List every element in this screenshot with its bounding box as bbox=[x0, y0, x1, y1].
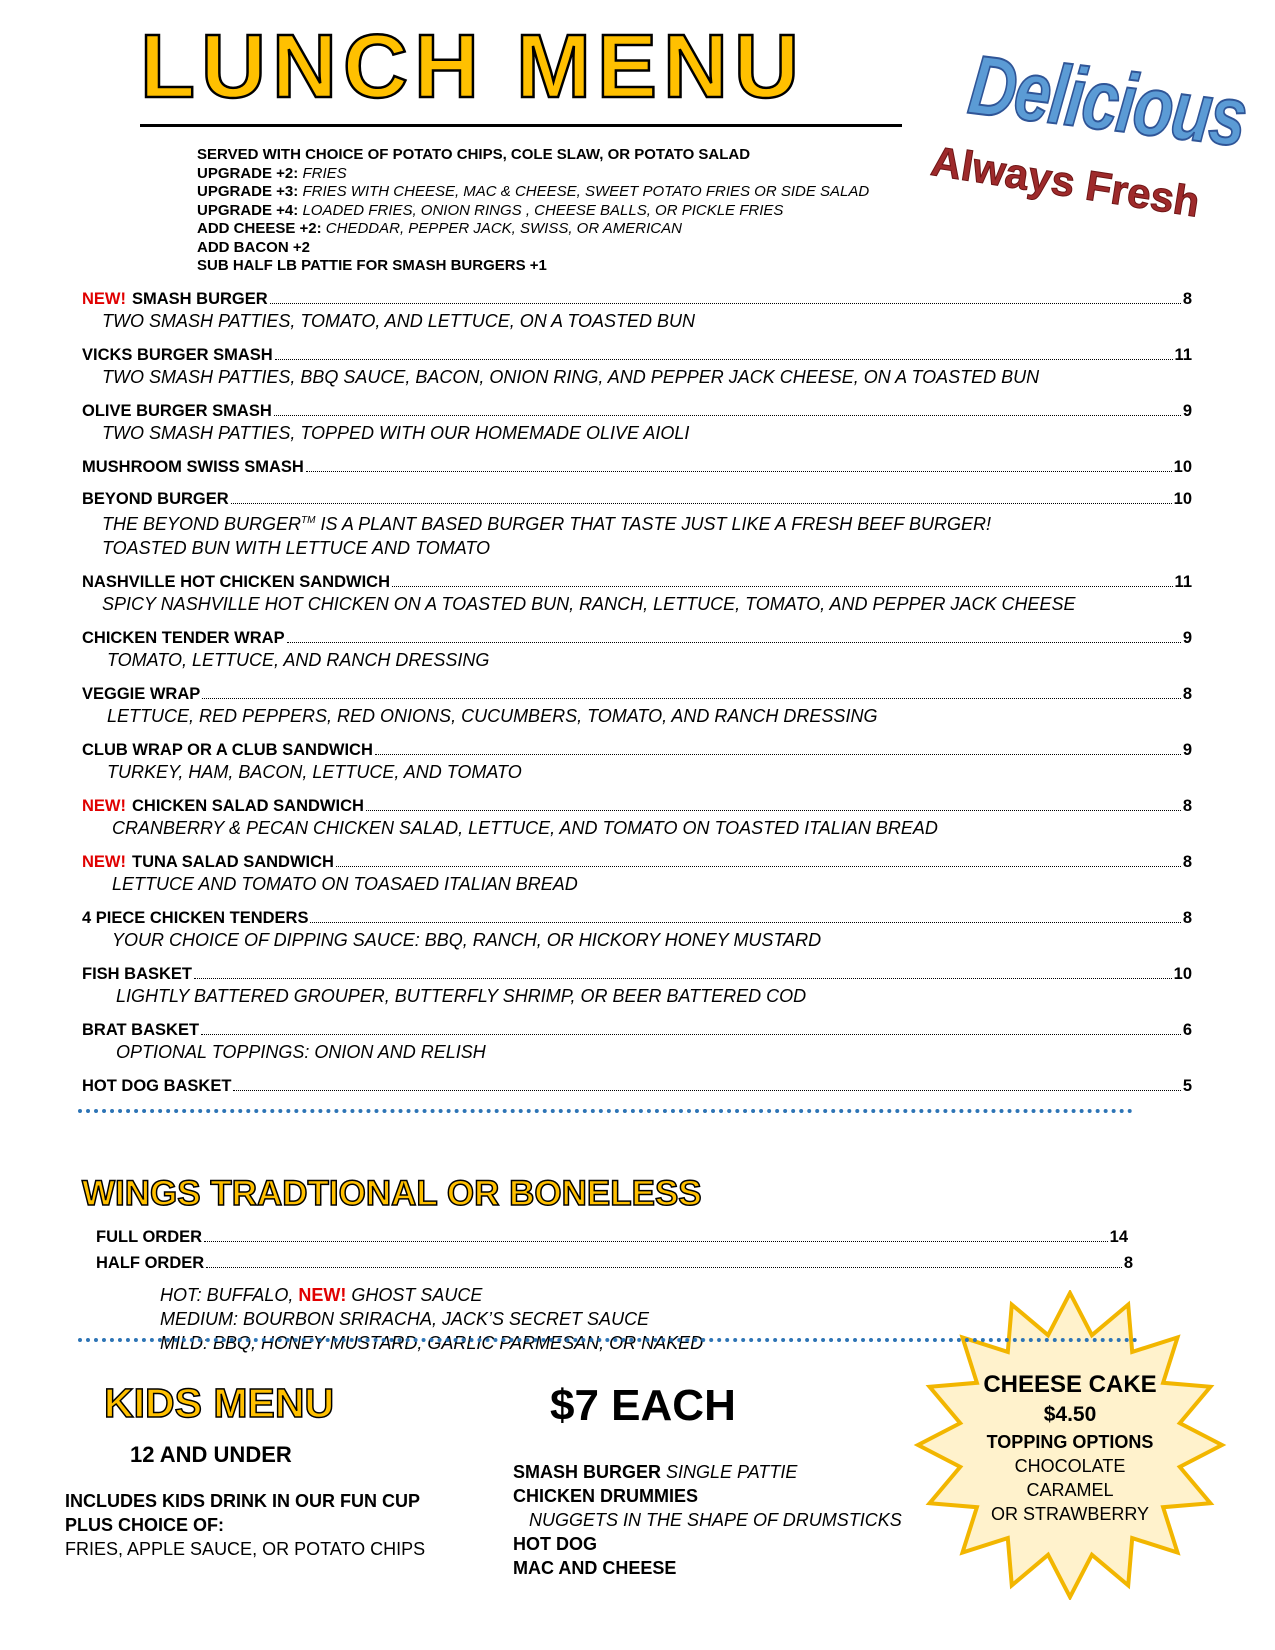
sides-line bbox=[197, 146, 869, 165]
sides-label: ADD CHEESE +2: bbox=[197, 220, 322, 237]
menu-item-row bbox=[82, 741, 1192, 760]
menu-item-description bbox=[82, 928, 1192, 952]
menu-item-name: CHICKEN SALAD SANDWICH bbox=[132, 797, 364, 815]
menu-item bbox=[82, 909, 1192, 952]
kids-age-limit: 12 AND UNDER bbox=[130, 1442, 292, 1467]
menu-item-description bbox=[82, 704, 1192, 728]
menu-item-price: 8 bbox=[1182, 685, 1192, 703]
menu-item-description bbox=[82, 509, 1192, 536]
sides-line bbox=[197, 183, 869, 202]
wing-sauce-medium: MEDIUM: BOURBON SRIRACHA, JACK’S SECRET SAUCE bbox=[160, 1309, 650, 1329]
sides-block bbox=[197, 146, 869, 276]
logo-always-fresh-text: Always Fresh bbox=[928, 137, 1203, 226]
sides-label: SERVED WITH CHOICE OF POTATO CHIPS, COLE SLAW, OR POTATO SALAD bbox=[197, 146, 751, 163]
kids-info bbox=[65, 1489, 425, 1561]
menu-item-row bbox=[82, 458, 1192, 477]
menu-item-row bbox=[82, 1021, 1192, 1040]
dot-leader bbox=[231, 503, 1172, 504]
menu-item-name: MUSHROOM SWISS SMASH bbox=[82, 458, 304, 476]
dot-leader bbox=[270, 303, 1181, 304]
dot-leader bbox=[375, 754, 1181, 755]
menu-item-description bbox=[82, 309, 1192, 333]
wing-order-name: HALF ORDER bbox=[96, 1254, 205, 1272]
dot-leader bbox=[287, 642, 1181, 643]
menu-item-row bbox=[82, 629, 1192, 648]
menu-item bbox=[82, 965, 1192, 1008]
kids-item-name: MAC AND CHEESE bbox=[513, 1558, 677, 1578]
menu-item-name: VICKS BURGER SMASH bbox=[82, 346, 273, 364]
dot-leader bbox=[366, 810, 1181, 811]
menu-item-desc-text: OPTIONAL TOPPINGS: ONION AND RELISH bbox=[116, 1042, 486, 1062]
menu-item-description: TOASTED BUN WITH LETTUCE AND TOMATO bbox=[102, 538, 491, 558]
menu-item bbox=[82, 458, 1192, 477]
trademark-mark: TM bbox=[301, 515, 316, 526]
menu-item-desc-text: CRANBERRY & PECAN CHICKEN SALAD, LETTUCE, AND TOMATO ON TOASTED ITALIAN BREAD bbox=[112, 818, 938, 838]
kids-item bbox=[513, 1460, 902, 1484]
sides-line bbox=[197, 257, 869, 276]
menu-item-row bbox=[82, 909, 1192, 928]
kids-items bbox=[513, 1460, 902, 1580]
menu-item bbox=[82, 629, 1192, 672]
sides-label: SUB HALF LB PATTIE FOR SMASH BURGERS +1 bbox=[197, 257, 547, 274]
wing-order-row bbox=[96, 1254, 1133, 1273]
dot-leader bbox=[202, 698, 1181, 699]
dot-leader bbox=[204, 1241, 1108, 1242]
new-badge: NEW! bbox=[298, 1285, 347, 1305]
menu-item-desc-text: LIGHTLY BATTERED GROUPER, BUTTERFLY SHRIMP, OR BEER BATTERED COD bbox=[116, 986, 807, 1006]
sides-label: ADD BACON +2 bbox=[197, 238, 310, 256]
menu-item-description bbox=[82, 984, 1192, 1008]
menu-item-price: 8 bbox=[1182, 797, 1192, 815]
sides-detail: LOADED FRIES, ONION RINGS , CHEESE BALLS, OR PICKLE FRIES bbox=[298, 201, 784, 219]
menu-item-name: 4 PIECE CHICKEN TENDERS bbox=[82, 909, 309, 927]
menu-title: LUNCH MENU bbox=[140, 17, 805, 117]
menu-item-row bbox=[82, 797, 1192, 816]
menu-item-name: BEYOND BURGER bbox=[82, 490, 229, 508]
sides-detail: FRIES WITH CHEESE, MAC & CHEESE, SWEET POTATO FRIES OR SIDE SALAD bbox=[298, 183, 870, 200]
menu-item-row bbox=[82, 490, 1192, 509]
menu-item-price: 10 bbox=[1173, 965, 1192, 983]
menu-item bbox=[82, 573, 1192, 616]
wing-order-row bbox=[96, 1228, 1128, 1247]
logo-delicious-text: Delicious bbox=[964, 37, 1251, 165]
dot-leader bbox=[206, 1267, 1122, 1268]
menu-item-description bbox=[82, 365, 1192, 389]
menu-item-price: 9 bbox=[1182, 741, 1192, 759]
menu-item bbox=[82, 346, 1192, 389]
kids-choices: FRIES, APPLE SAUCE, OR POTATO CHIPS bbox=[65, 1539, 426, 1559]
menu-item-row bbox=[82, 573, 1192, 592]
menu-item bbox=[82, 685, 1192, 728]
menu-item-price: 10 bbox=[1173, 490, 1192, 508]
menu-item-row bbox=[82, 965, 1192, 984]
menu-item-desc-text: TWO SMASH PATTIES, TOPPED WITH OUR HOMEMADE OLIVE AIOLI bbox=[102, 423, 690, 443]
menu-item-row bbox=[82, 1077, 1192, 1096]
kids-includes-line-2: PLUS CHOICE OF: bbox=[65, 1515, 225, 1535]
kids-item-name: CHICKEN DRUMMIES bbox=[513, 1486, 699, 1506]
menu-item-description bbox=[82, 421, 1192, 445]
menu-item bbox=[82, 402, 1192, 445]
menu-item-row bbox=[82, 853, 1192, 872]
cheesecake-title: CHEESE CAKE bbox=[983, 1371, 1157, 1398]
menu-item-price: 6 bbox=[1182, 1021, 1192, 1039]
menu-item-desc-text: TOMATO, LETTUCE, AND RANCH DRESSING bbox=[107, 650, 490, 670]
wing-sauces bbox=[160, 1283, 703, 1355]
menu-item-name: HOT DOG BASKET bbox=[82, 1077, 232, 1095]
dot-leader bbox=[275, 359, 1173, 360]
menu-item-name: BRAT BASKET bbox=[82, 1021, 200, 1039]
dot-leader bbox=[336, 866, 1181, 867]
new-badge: NEW! bbox=[82, 853, 126, 871]
title-underline bbox=[140, 124, 902, 127]
cheesecake-topping: CHOCOLATE bbox=[1014, 1456, 1126, 1476]
kids-item-note: NUGGETS IN THE SHAPE OF DRUMSTICKS bbox=[529, 1510, 902, 1530]
wing-order-price: 8 bbox=[1123, 1254, 1133, 1272]
wing-sauce-mild: MILD: BBQ, HONEY MUSTARD, GARLIC PARMESAN, OR NAKED bbox=[160, 1333, 704, 1353]
cheesecake-topping: CARAMEL bbox=[1026, 1480, 1114, 1500]
wings-orders bbox=[96, 1228, 1181, 1280]
wing-sauce-hot bbox=[160, 1283, 703, 1307]
menu-item-row bbox=[82, 685, 1192, 704]
menu-item-row bbox=[82, 402, 1192, 421]
section-separator bbox=[78, 1338, 1138, 1342]
menu-item-row bbox=[82, 346, 1192, 365]
new-badge: NEW! bbox=[82, 797, 126, 815]
menu-item bbox=[82, 853, 1192, 896]
menu-item-price: 8 bbox=[1182, 909, 1192, 927]
menu-item-description bbox=[82, 592, 1192, 616]
menu-item-name: NASHVILLE HOT CHICKEN SANDWICH bbox=[82, 573, 390, 591]
menu-item-desc-text: TURKEY, HAM, BACON, LETTUCE, AND TOMATO bbox=[107, 762, 522, 782]
menu-item-price: 8 bbox=[1182, 853, 1192, 871]
dot-leader bbox=[233, 1090, 1180, 1091]
menu-items-list bbox=[82, 290, 1192, 1113]
sides-label: UPGRADE +3: bbox=[197, 183, 299, 200]
kids-item-note: SINGLE PATTIE bbox=[661, 1462, 798, 1482]
kids-includes-line-1: INCLUDES KIDS DRINK IN OUR FUN CUP bbox=[65, 1491, 421, 1511]
menu-item-description bbox=[82, 648, 1192, 672]
menu-item-name: SMASH BURGER bbox=[132, 290, 268, 308]
wing-order-price: 14 bbox=[1109, 1228, 1128, 1246]
sides-line bbox=[197, 239, 869, 258]
section-separator bbox=[78, 1109, 1133, 1113]
menu-item-desc-text: TWO SMASH PATTIES, BBQ SAUCE, BACON, ONION RING, AND PEPPER JACK CHEESE, ON A TOASTED BUN bbox=[102, 367, 1040, 387]
menu-item-desc-text: THE BEYOND BURGER bbox=[102, 514, 302, 534]
cheesecake-topping: OR STRAWBERRY bbox=[990, 1504, 1150, 1524]
sides-line bbox=[197, 165, 869, 184]
menu-item-price: 9 bbox=[1182, 629, 1192, 647]
menu-item-desc-text: TWO SMASH PATTIES, TOMATO, AND LETTUCE, ON A TOASTED BUN bbox=[102, 311, 696, 331]
menu-item-price: 5 bbox=[1182, 1077, 1192, 1095]
menu-item bbox=[82, 1021, 1192, 1064]
dot-leader bbox=[194, 978, 1172, 979]
sides-line bbox=[197, 220, 869, 239]
menu-item bbox=[82, 1077, 1192, 1096]
menu-item bbox=[82, 797, 1192, 840]
menu-item-desc-text: LETTUCE AND TOMATO ON TOASAED ITALIAN BREAD bbox=[112, 874, 578, 894]
menu-item-desc-text: SPICY NASHVILLE HOT CHICKEN ON A TOASTED BUN, RANCH, LETTUCE, TOMATO, AND PEPPER JACK CHEESE bbox=[102, 594, 1076, 614]
wing-hot-prefix: HOT: BUFFALO, bbox=[160, 1285, 299, 1305]
menu-item-desc-text: IS A PLANT BASED BURGER THAT TASTE JUST LIKE A FRESH BEEF BURGER! bbox=[315, 514, 991, 534]
menu-item bbox=[82, 490, 1192, 560]
menu-item-price: 11 bbox=[1174, 346, 1192, 364]
sides-label: UPGRADE +2: bbox=[197, 164, 299, 182]
wings-section-title: WINGS TRADTIONAL OR BONELESS bbox=[82, 1174, 702, 1213]
sides-detail: FRIES bbox=[298, 164, 347, 182]
cheesecake-toppings-head: TOPPING OPTIONS bbox=[986, 1432, 1154, 1452]
cheesecake-price: $4.50 bbox=[1043, 1403, 1097, 1426]
wing-order-name: FULL ORDER bbox=[96, 1228, 203, 1246]
sides-line bbox=[197, 202, 869, 221]
sides-label: UPGRADE +4: bbox=[197, 201, 299, 219]
kids-menu-title: KIDS MENU bbox=[104, 1380, 335, 1426]
menu-item-price: 9 bbox=[1182, 402, 1192, 420]
menu-item-name: CHICKEN TENDER WRAP bbox=[82, 629, 285, 647]
kids-price: $7 EACH bbox=[550, 1381, 736, 1430]
kids-item-name: HOT DOG bbox=[513, 1534, 597, 1554]
dot-leader bbox=[306, 471, 1172, 472]
menu-item bbox=[82, 290, 1192, 333]
menu-item-name: VEGGIE WRAP bbox=[82, 685, 201, 703]
dot-leader bbox=[201, 1034, 1181, 1035]
menu-item-name: CLUB WRAP OR A CLUB SANDWICH bbox=[82, 741, 373, 759]
menu-item-name: OLIVE BURGER SMASH bbox=[82, 402, 272, 420]
menu-item-desc-text: LETTUCE, RED PEPPERS, RED ONIONS, CUCUMBERS, TOMATO, AND RANCH DRESSING bbox=[107, 706, 878, 726]
menu-item-price: 11 bbox=[1174, 573, 1192, 591]
dot-leader bbox=[274, 415, 1181, 416]
wing-hot-suffix: GHOST SAUCE bbox=[346, 1285, 483, 1305]
menu-item-description bbox=[82, 760, 1192, 784]
menu-item-description bbox=[82, 872, 1192, 896]
dot-leader bbox=[392, 586, 1173, 587]
menu-item-description bbox=[82, 1040, 1192, 1064]
kids-item-name: SMASH BURGER bbox=[513, 1462, 662, 1482]
menu-item bbox=[82, 741, 1192, 784]
menu-item-name: TUNA SALAD SANDWICH bbox=[132, 853, 334, 871]
menu-item-description bbox=[82, 816, 1192, 840]
menu-item-price: 8 bbox=[1182, 290, 1192, 308]
menu-item-name: FISH BASKET bbox=[82, 965, 193, 983]
menu-item-price: 10 bbox=[1173, 458, 1192, 476]
cheesecake-text bbox=[905, 1370, 1235, 1526]
dot-leader bbox=[310, 922, 1180, 923]
menu-item-row bbox=[82, 290, 1192, 309]
menu-item-desc-text: YOUR CHOICE OF DIPPING SAUCE: BBQ, RANCH, OR HICKORY HONEY MUSTARD bbox=[112, 930, 822, 950]
sides-detail: CHEDDAR, PEPPER JACK, SWISS, OR AMERICAN bbox=[321, 220, 682, 237]
new-badge: NEW! bbox=[82, 290, 126, 308]
